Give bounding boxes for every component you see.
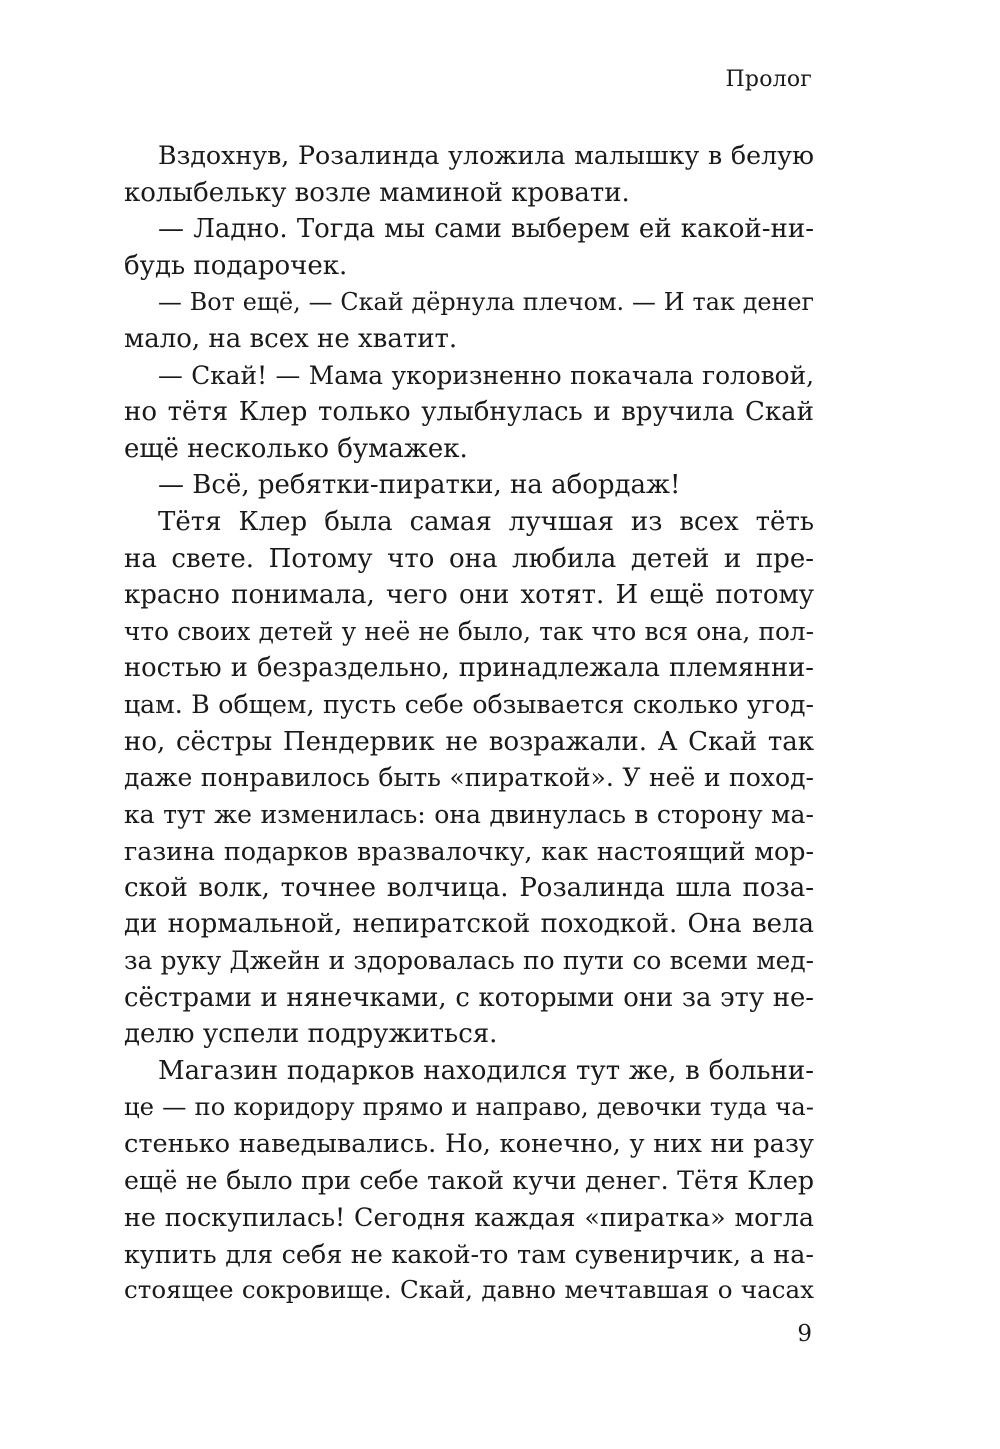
text-line: — Вот ещё, — Скай дёрнула плечом. — И так денег (158, 288, 814, 317)
text-line: но, сёстры Пендервик не возражали. А Скай так (124, 726, 814, 757)
text-line: делю успели подружиться. (124, 1019, 498, 1050)
text-line: ди нормальной, непиратской походкой. Она вела (124, 909, 814, 940)
text-line: ностью и безраздельно, принадлежала племянни- (124, 653, 814, 684)
text-line: мало, на всех не хватит. (124, 323, 458, 354)
text-line: Тётя Клер была самая лучшая из всех тёть (158, 506, 814, 537)
text-line: даже понравилось быть «пираткой». У неё и поход- (124, 763, 814, 793)
text-line: Магазин подарков находился тут же, в больни- (158, 1055, 814, 1086)
text-line: ской волк, точнее волчица. Розалинда шла поза- (124, 872, 814, 903)
text-line: сёстрами и нянечками, с которыми они за эту не- (124, 982, 814, 1013)
page-number: 9 (797, 1321, 812, 1347)
text-line: стоящее сокровище. Скай, давно мечтавшая о часах (124, 1275, 814, 1305)
text-line: что своих детей у неё не было, так что вся она, пол- (124, 616, 814, 646)
text-line: стенько наведывались. Но, конечно, у них ни разу (124, 1129, 814, 1160)
text-line: — Ладно. Тогда мы сами выберем ей какой-ни- (158, 214, 814, 245)
text-line: Вздохнув, Розалинда уложила малышку в белую (158, 141, 814, 170)
text-line: це — по коридору прямо и направо, девочки туда ча- (124, 1092, 814, 1122)
body-text (124, 138, 814, 1309)
text-line: ещё несколько бумажек. (124, 433, 468, 464)
text-line: за руку Джейн и здоровалась по пути со всеми мед- (124, 946, 814, 976)
text-line: на свете. Потому что она любила детей и пре- (124, 543, 814, 574)
text-line: ка тут же изменилась: она двинулась в сторону ма- (124, 799, 814, 829)
text-line: — Скай! — Мама укоризненно покачала головой, (158, 360, 814, 390)
text-line: газина подарков вразвалочку, как настоящий мор- (124, 836, 814, 867)
running-head: Пролог (725, 67, 812, 92)
text-line: колыбельку возле маминой кровати. (124, 177, 630, 208)
text-line: — Всё, ребятки-пиратки, на абордаж! (158, 470, 681, 501)
text-line: будь подарочек. (124, 250, 348, 281)
text-line: ещё не было при себе такой кучи денег. Тётя Клер (124, 1165, 814, 1195)
text-line: красно понимала, чего они хотят. И ещё потому (124, 580, 814, 611)
text-line: купить для себя не какой-то там сувенирчик, а на- (124, 1238, 814, 1269)
text-line: цам. В общем, пусть себе обзывается сколько угод- (124, 689, 814, 719)
text-line: но тётя Клер только улыбнулась и вручила Скай (124, 397, 814, 428)
text-line: не поскупилась! Сегодня каждая «пиратка» могла (124, 1202, 814, 1233)
